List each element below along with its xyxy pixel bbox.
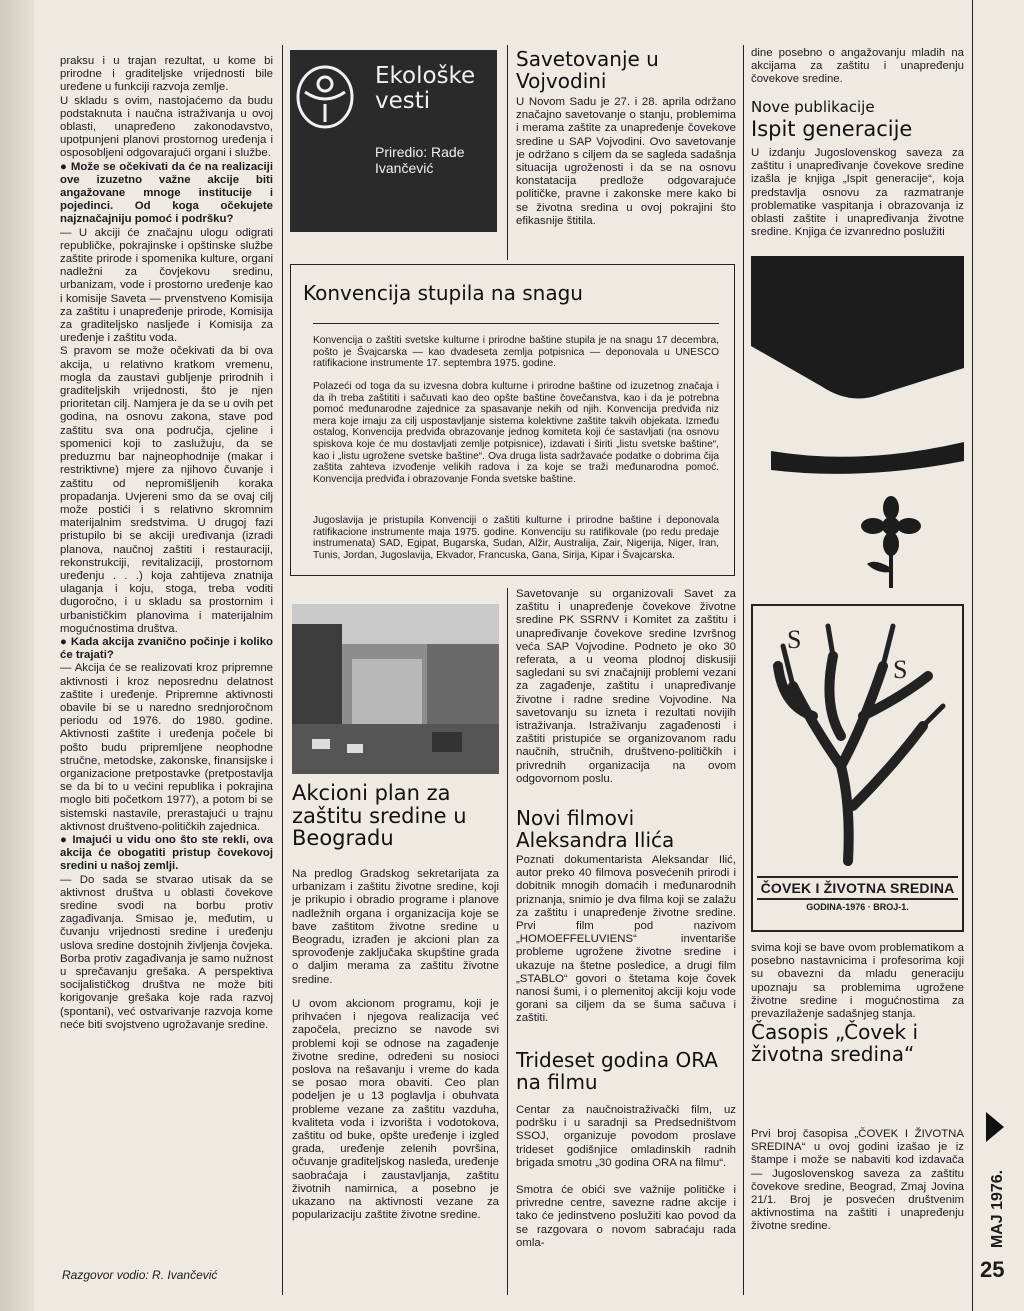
emblem-title: ČOVEK I ŽIVOTNA SREDINA (757, 876, 958, 900)
belgrade-photo (292, 604, 499, 774)
emblem-subtitle: GODINA-1976 · BROJ-1. (806, 902, 909, 912)
interview-answer: S pravom se može očekivati da bi ova akcija, u relativno kratkom vremenu, mogla da zaustavi gubljenje prirodnih i graditeljskih vrijednosti, što je njen prioritetan cilj. Namjera je da se u ovih pet godina, na osnovu zakona, stave pod zaštitu sva ona područja, cjeline i spomenici koji to zaslužuju, da se preduzmu bar najneophodnije (makar i restriktivne) mjere za njihovo čuvanje i zaštitu od nepromišljenih koraka propadanja. Uvjereni smo da se ovaj cilj može postići i s relativno skromnim materijalnim sredstvima. U drugoj fazi pristupilo bi se akciji uređivanja (izradi planova, naučnoj zaštiti i restauraciji, rekonstrukciji, revitalizaciji, prostornom uređenju . . .) koja zahtijeva znatnija ulaganja i koju, stoga, treba voditi dugoročno, i u skladu sa prostornim i urbanističkim planovima i materijalnim mogućnostima društva. (60, 345, 273, 635)
interview-paragraph: praksu i u trajan rezultat, u kome bi prirodne i graditeljske vrijednosti bile uređene u funkciji razvoja zemlje. (60, 55, 273, 94)
tree-emblem-icon (753, 606, 962, 866)
publication-kicker: Nove publikacije (751, 98, 875, 116)
magazine-emblem (751, 604, 964, 932)
belgrade-paragraph: U ovom akcionom programu, koji je prihvaćen i njegova realizacija već započela, precizno se navode svi problemi koji se odnose na zagađenje životne sredine, određeni su nosioci poslova na rešavanju i vreme do kada se posao mora obaviti. Ceo plan podeljen je u 13 poglavlja i obuhvata probleme vezane za zaštitu vazduha, kvaliteta voda i izvorišta i vodotokova, zaštitu od buke, opšte uređenje i izgled grada, uređenje zelenih površina, očuvanje graditeljskog nasleđa, uređenje saobraćaja i zaustavljanja, zaštitu životnih namirnica, a posebno je ukazano na aktivnosti vezane za popularizaciju zaštite životne sredine. (292, 998, 499, 1222)
konvencija-paragraph: Konvencija o zaštiti svetske kulturne i prirodne baštine stupila je na snagu 17 decembra, pošto je Švajcarska — kao dvadeseta zemlja potpisnica — deponovala u UNESCO ratifikacione instrumente 17. septembra 1975. godine. (313, 335, 719, 370)
interview-answer: — Akcija će se realizovati kroz pripremne aktivnosti i kroz neposrednu delatnost zaštite i uređenje. Pripremne aktivnosti obavile bi se u naredno srednjoročnom periodu od 1976. do 1980. godine. Aktivnosti zaštite i uređenja počele bi pošto budu pripremljene neophodne stručne, metodske, zakonske, finansijske i organizacione pretpostavke (pretpostavlja se da bi to u većini republika i pokrajina moglo biti početkom 1977), a potom bi se sistemski nastavile, prerastajući u trajnu aktivnost društveno-političkih zajednica. (60, 662, 273, 833)
konvencija-box (290, 264, 735, 576)
savetovanje-text-continued: Savetovanje su organizovali Savet za zaštitu i unapređenje čovekove životne sredine PK SSRNV i Komitet za zaštitu i unapređivanje čovekove sredine Izvršnog veća SAP Vojvodine. Podneto je oko 30 referata, a u veoma plodnoj diskusiji sagledani su svi značajniji problemi vezani za zagađenje, zaštitu i unapređivanje životne i radne sredine Vojvodine. Na savetovanju su izneta i rezultati novijih istraživanja. Istraživanju zagađenosti i zaštiti pristupiće se organizovanom radu naučnih, stručnih, društveno-političkih i privrednih organizacija na ovom odgovornom poslu. (516, 588, 736, 785)
ora-paragraph: Smotra će obići sve važnije političke i privredne centre, savezne radne akcije i tako će jedinstveno poslužiti kao povod da se razgovara o novom sabraćaju rada omla- (516, 1184, 736, 1249)
interview-question: ● Kada akcija zvanično počinje i koliko će trajati? (60, 635, 273, 662)
issue-date: MAJ 1976. (989, 1169, 1006, 1249)
handshake-icon (751, 256, 964, 596)
handshake-illustration (751, 256, 964, 596)
konvencija-paragraph: Jugoslavija je pristupila Konvenciji o zaštiti kulturne i prirodne baštine i deponovala ratifikacione instrumente maja 1975. godine. Konvenciju su ratifikovale (po redu predaje instrumenata) SAD, Egipat, Bugarska, Sudan, Alžir, Australija, Zair, Nigerija, Niger, Iran, Tunis, Jordan, Jugoslavija, Ekvador, Francuska, Gana, Sirija, Kipar i Švajcarska. (313, 515, 719, 561)
films-text: Poznati dokumentarista Aleksandar Ilić, autor preko 40 filmova posvećenih prirodi i dobitnik mnogih domaćih i međunarodnih priznanja, snimio je dva filma koji se zalažu za zaštitu i unapređenje životne sredine. Prvi film pod nazivom „HOMOEFFELUVIENS“ inventariše probleme ugrožene životne sredine i ukazuje na štetne posledice, a drugi film „STABLO“ govori o štetama koje čovek nanosi šumi, i o plemenitoj akciji koju vode gorani sa ciljem da se šuma sačuva i zaštiti. (516, 854, 736, 1025)
eco-box-title: Ekološke vesti (375, 63, 476, 114)
eco-box-editor: Priredio: Rade Ivančević (375, 144, 465, 176)
ora-title: Trideset godina ORA na filmu (516, 1048, 718, 1094)
belgrade-title: Akcioni plan za zaštitu sredine u Beogradu (292, 781, 467, 851)
svg-text:S: S (893, 655, 908, 684)
column-rule (743, 45, 744, 1295)
binding-shadow (0, 0, 34, 1311)
films-title: Novi filmovi Aleksandra Ilića (516, 806, 675, 852)
city-street-icon (292, 604, 499, 774)
column-rule (507, 45, 508, 260)
publication-text-continued: svima koji se bave ovom problematikom a posebno nastavnicima i profesorima koji su obavezni da mladu generaciju upoznaju sa problemima ugrožene životne sredine i mogućnostima za prevazilaženje sadašnjeg stanja. (751, 942, 964, 1021)
interview-answer: — U akciji će značajnu ulogu odigrati republičke, pokrajinske i opštinske službe zaštite prirode i spomenika kulture, organi nadležni za čovjekovu sredinu, urbanizam, vode i prostorno uređenje kao i komisije Saveta — prvenstveno Komisija za zaštitu i unapređenje prirode, Komisija za graditeljsko nasljeđe i Komisija za uređenje i zaštitu voda. (60, 226, 273, 345)
casopis-title: Časopis „Čovek i životna sredina“ (751, 1020, 919, 1066)
ora-paragraph: Centar za naučnoistraživački film, uz podršku i u saradnji sa Predsedništvom SSOJ, organizuje povodom proslave trideset godišnjice omladinskih radnih brigada smotru „30 godina ORA na filmu“. (516, 1104, 736, 1169)
savetovanje-text: U Novom Sadu je 27. i 28. aprila održano značajno savetovanje o stanju, problemima i merama zaštite za unapređenje čovekove sredine u SAP Vojvodini. Ovo savetovanje je održano s ciljem da se sagleda sadašnja situacija ugroženosti i da se na osnovu konstatacija predlože odgovarajuće političke, pravne i zakonske mere kako bi se životna sredina u ovoj pokrajini što efikasnije štitila. (516, 96, 736, 227)
konvencija-paragraph: Polazeći od toga da su izvesna dobra kulturne i prirodne baštine od izuzetnog značaja i da ih treba zaštititi i sačuvati kao deo opšte baštine čovečanstva, kao i da je potrebna pomoć međunarodne zajednice za spasavanje nekih od njih. Konvencija predviđa niz mera koje imaju za cilj uspostavljanje sistema kolektivne zaštite takvih objekata. Između ostalog, Konvencija predviđa obrazovanje jednog komiteta koji će sastavljati (na osnovu spiskova koje će mu dostavljati zemlje potpisnice), izdavati i širiti „listu svetske baštine“, kao i „listu ugrožene svetske baštine“. Ova druga lista sadržavaće podatke o dobrima čija zaštita zahteva izvođenje velikih radova i za koje se traži međunarodna pomoć. Konvencija predviđa i obrazovanje Fonda svetske baštine. (313, 381, 719, 485)
savetovanje-title: Savetovanje u Vojvodini (516, 47, 659, 93)
page-edge-rule (972, 0, 973, 1311)
casopis-text: Prvi broj časopisa „ČOVEK I ŽIVOTNA SREDINA“ u ovoj godini izašao je iz štampe i može se nabaviti kod izdavača — Jugoslovenskog saveza za zaštitu čovekove sredine, Beograd, Zmaj Jovina 21/1. Broj je posvećen društvenim aktivnostima na zaštiti i unapređenju životne sredine. (751, 1128, 964, 1233)
interview-signature: Razgovor vodio: R. Ivančević (62, 1268, 218, 1282)
ecology-symbol-icon (295, 64, 355, 130)
interview-column (60, 55, 273, 1295)
page-number: 25 (980, 1257, 1005, 1282)
konvencija-title: Konvencija stupila na snagu (303, 281, 583, 305)
arrow-right-icon (984, 1110, 1006, 1144)
eco-news-box (290, 50, 497, 232)
interview-question: ● Može se očekivati da će na realizaciji ove izuzetno važne akcije biti angažovane mnoge institucije i pojedinci. Od koga očekujete najznačajniju pomoć i podršku? (60, 160, 273, 226)
interview-answer: — Do sada se stvarao utisak da se aktivnost društva u oblasti čovekove sredine svodi na borbu protiv zagađivanja. Smisao je, međutim, u čuvanju vrijednosti sredine i uređenju uslova sredine dostojnih življenja čovjeka. Borba protiv zagađivanja je samo nužnost u sprečavanju grešaka. A perspektiva socijalističkog društva ne može biti korigovanje grešaka koje rada razvoj (spontani), već ostvarivanje razvoja kome neće biti svojstveno ugrožavanje sredine. (60, 873, 273, 1031)
publication-text: U izdanju Jugoslovenskog saveza za zaštitu i unapređivanje čovekove sredine izašla je knjiga „Ispit generacije“, koja predstavlja osnovu za razmatranje problematike vaspitanja i obrazovanja iz oblasti zaštite i unapređivanja životne sredine. Knjiga će izvanredno poslužiti (751, 147, 964, 239)
svg-text:S: S (787, 625, 802, 654)
interview-question: ● Imajući u vidu ono što ste rekli, ova akcija će obogatiti pristup čovekovoj sredini u našoj zemlji. (60, 833, 273, 873)
interview-paragraph: U skladu s ovim, nastojaćemo da budu podstaknuta i naučna istraživanja u ovoj oblasti, unapređeno zakonodavstvo, upotpunjeni planovi prostornog uređenja i osposobljeni odgovarajući organi i službe. (60, 94, 273, 160)
belgrade-paragraph: Na predlog Gradskog sekretarijata za urbanizam i zaštitu životne sredine, koji je prikupio i obradio programe i planove nadležnih organa i organizacija koje se bave zaštitom životne sredine u Beogradu, izrađen je akcioni plan za sprovođenje zaključaka skupštine grada o daljim merama za zaštitu životne sredine. (292, 868, 499, 986)
column-rule (282, 45, 283, 1295)
angazovanje-text: dine posebno o angažovanju mladih na akcijama za zaštitu i unapređenju čovekove sredine. (751, 47, 964, 86)
column-rule (507, 588, 508, 1295)
publication-title: Ispit generacije (751, 117, 913, 141)
